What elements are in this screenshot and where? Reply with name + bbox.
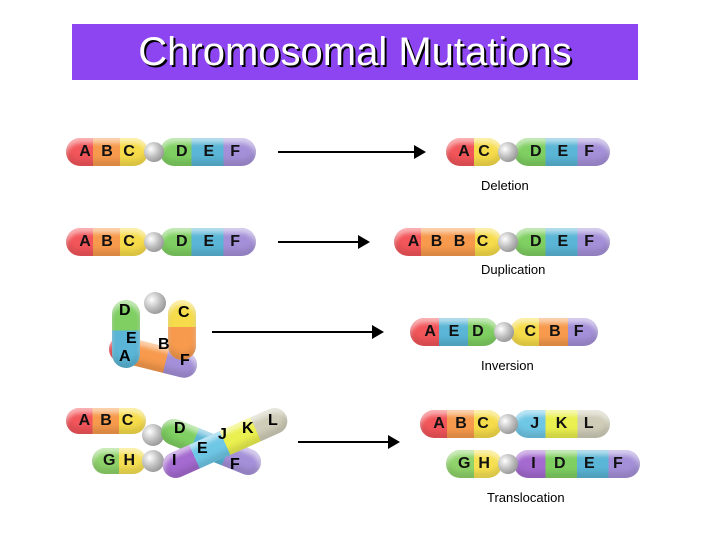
gene-label: C bbox=[477, 415, 489, 432]
gene-label: E bbox=[203, 233, 215, 250]
chromosome-arm-right bbox=[160, 228, 256, 256]
gene-label: D bbox=[119, 302, 131, 319]
centromere bbox=[498, 454, 518, 474]
gene-label: D bbox=[529, 143, 542, 160]
gene-label: E bbox=[197, 440, 208, 457]
gene-label: I bbox=[531, 455, 536, 472]
gene-label: A bbox=[119, 348, 131, 365]
duplication-result-chromosome bbox=[394, 228, 610, 256]
deletion-caption: Deletion bbox=[481, 178, 529, 193]
gene-label: A bbox=[79, 233, 91, 250]
gene-label: F bbox=[230, 143, 240, 160]
gene-label: H bbox=[123, 452, 135, 469]
gene-label: F bbox=[613, 455, 623, 472]
chromosome-arm-left bbox=[446, 450, 502, 478]
centromere bbox=[144, 232, 164, 252]
gene-label: C bbox=[478, 143, 490, 160]
gene-label: A bbox=[407, 233, 420, 250]
gene-label: B bbox=[455, 415, 467, 432]
gene-label: E bbox=[557, 233, 569, 250]
inversion-caption: Inversion bbox=[481, 358, 534, 373]
chromosome-arm-right bbox=[160, 138, 256, 166]
gene-label: D bbox=[554, 455, 566, 472]
gene-label: D bbox=[472, 323, 484, 340]
gene-label: K bbox=[242, 420, 254, 437]
chromosome-arm-left bbox=[66, 228, 148, 256]
chromosome-arm-left bbox=[446, 138, 502, 166]
duplication-caption: Duplication bbox=[481, 262, 546, 277]
gene-label: B bbox=[430, 233, 443, 250]
gene-label: F bbox=[573, 323, 584, 340]
chromosome-arm-bottom-left bbox=[92, 448, 146, 474]
gene-label: B bbox=[101, 233, 113, 250]
gene-label: D bbox=[175, 143, 188, 160]
chromosome-arm-right bbox=[514, 138, 610, 166]
gene-label: F bbox=[230, 233, 240, 250]
gene-label: B bbox=[100, 412, 112, 429]
gene-label: G bbox=[457, 455, 471, 472]
gene-label: E bbox=[557, 143, 569, 160]
chromosome-arm-right bbox=[514, 410, 610, 438]
translocation-caption: Translocation bbox=[487, 490, 565, 505]
centromere bbox=[494, 322, 514, 342]
centromere bbox=[144, 142, 164, 162]
gene-label: B bbox=[549, 323, 561, 340]
gene-label: A bbox=[424, 323, 436, 340]
gene-label: J bbox=[218, 426, 227, 443]
gene-label: E bbox=[203, 143, 215, 160]
inversion-result-chromosome bbox=[410, 318, 598, 346]
gene-label: C bbox=[123, 143, 135, 160]
gene-label: H bbox=[478, 455, 490, 472]
chromosome-arm-left bbox=[420, 410, 502, 438]
centromere bbox=[498, 414, 518, 434]
gene-label: A bbox=[433, 415, 445, 432]
chromosome-arm-right bbox=[514, 228, 610, 256]
deletion-result-chromosome bbox=[446, 138, 610, 166]
gene-label: D bbox=[174, 420, 186, 437]
gene-label: B bbox=[453, 233, 466, 250]
mutation-arrow bbox=[278, 151, 424, 153]
gene-label: C bbox=[123, 233, 135, 250]
gene-label: B bbox=[101, 143, 113, 160]
centromere bbox=[142, 450, 164, 472]
chromosome-arm-left bbox=[66, 138, 148, 166]
mutation-arrow bbox=[298, 441, 398, 443]
chromosome-arm-right bbox=[514, 450, 640, 478]
gene-label: D bbox=[529, 233, 542, 250]
gene-label: F bbox=[584, 143, 594, 160]
gene-label: K bbox=[555, 415, 568, 432]
gene-label: A bbox=[79, 143, 91, 160]
gene-label: J bbox=[530, 415, 540, 432]
gene-label: C bbox=[178, 304, 190, 321]
gene-label: G bbox=[102, 452, 116, 469]
gene-label: L bbox=[583, 415, 594, 432]
centromere bbox=[498, 232, 518, 252]
gene-label: E bbox=[448, 323, 460, 340]
gene-label: I bbox=[172, 452, 177, 469]
translocation-result-top-chromosome bbox=[420, 410, 610, 438]
gene-label: A bbox=[78, 412, 91, 429]
gene-label: E bbox=[126, 330, 137, 347]
translocation-result-bottom-chromosome bbox=[446, 450, 640, 478]
gene-label: E bbox=[583, 455, 595, 472]
chromosome-arm-left bbox=[410, 318, 498, 346]
centromere bbox=[144, 292, 166, 314]
gene-label: A bbox=[458, 143, 470, 160]
gene-label: C bbox=[476, 233, 489, 250]
gene-label: F bbox=[180, 352, 190, 369]
gene-label: L bbox=[268, 412, 278, 429]
title-banner bbox=[72, 24, 638, 80]
chromosome-arm-top-left bbox=[66, 408, 146, 434]
page-title: Chromosomal Mutations bbox=[138, 30, 572, 74]
centromere bbox=[498, 142, 518, 162]
gene-label: C bbox=[524, 323, 537, 340]
gene-label: F bbox=[584, 233, 594, 250]
deletion-original-chromosome bbox=[66, 138, 256, 166]
mutation-arrow bbox=[278, 241, 368, 243]
gene-label: B bbox=[158, 336, 170, 353]
chromosome-arm-left bbox=[394, 228, 502, 256]
chromosome-arm-right bbox=[510, 318, 598, 346]
duplication-original-chromosome bbox=[66, 228, 256, 256]
gene-label: D bbox=[175, 233, 188, 250]
mutation-arrow bbox=[212, 331, 382, 333]
gene-label: F bbox=[230, 456, 240, 473]
gene-label: C bbox=[121, 412, 134, 429]
